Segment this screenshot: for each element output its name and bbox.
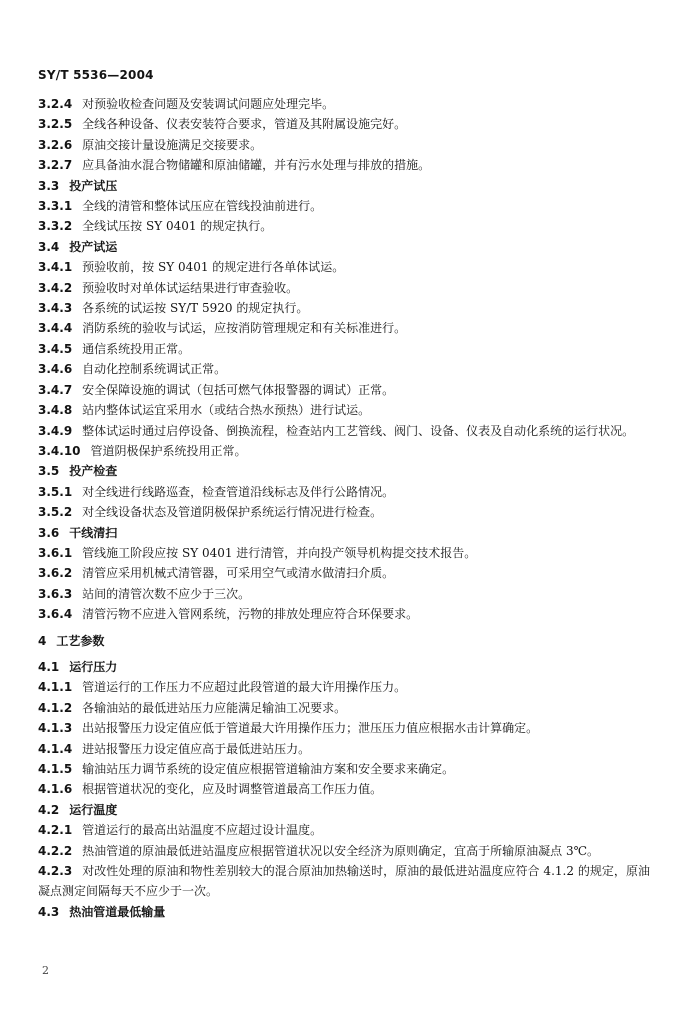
clause-number: 3.3.1 [38,199,73,214]
clause-line [38,543,650,563]
clause-text: 进站报警压力设定值应高于最低进站压力。 [82,741,311,756]
clause-text: 投产试运 [69,239,118,254]
clause-text: 热油管道的原油最低进站温度应根据管道状况以安全经济为原则确定，宜高于所输原油凝点 3℃。 [82,843,600,858]
clause-number: 3.6.4 [38,607,73,622]
clause-line [38,502,650,522]
clause-line [38,94,650,114]
clause-number: 3.4.8 [38,403,73,418]
clause-text: 原油交接计量设施满足交接要求。 [82,137,263,152]
clause-line [38,482,650,502]
clause-line [38,114,650,134]
section-heading [38,902,650,922]
section-heading [38,237,650,257]
clause-line [38,380,650,400]
clause-line [38,318,650,338]
clause-number: 3.6.1 [38,545,73,560]
clause-number: 3.2.6 [38,137,73,152]
clause-text: 管道运行的最高出站温度不应超过设计温度。 [82,823,323,838]
standard-code-header: SY/T 5536—2004 [38,68,154,82]
clause-line [38,196,650,216]
clause-number: 3.4.10 [38,443,81,458]
clause-text: 投产试压 [69,178,118,193]
clause-text: 输油站压力调节系统的设定值应根据管道输油方案和安全要求来确定。 [82,762,455,776]
clause-line [38,820,650,840]
clause-text: 预验收前，按 SY 0401 的规定进行各单体试运。 [82,260,345,275]
clause-text: 管道阴极保护系统投用正常。 [90,443,247,458]
clause-number: 4.1.2 [38,700,73,715]
clause-text: 对全线进行线路巡查，检查管道沿线标志及伴行公路情况。 [82,484,395,499]
clause-text: 管线施工阶段应按 SY 0401 进行清管，并向投产领导机构提交技术报告。 [82,545,477,560]
clause-line [38,298,650,318]
clause-text: 运行温度 [69,802,118,817]
clause-number: 4.1 [38,659,60,674]
clause-text: 投产检查 [69,464,118,479]
clause-line [38,421,650,441]
clause-number: 3.4.5 [38,341,73,356]
clause-line [38,718,650,738]
clause-text: 出站报警压力设定值应低于管道最大许用操作压力；泄压压力值应根据水击计算确定。 [82,721,539,736]
clause-text: 通信系统投用正常。 [82,341,191,356]
clause-number: 3.4.3 [38,301,73,316]
clause-text: 全线各种设备、仪表安装符合要求，管道及其附属设施完好。 [82,117,407,132]
clause-text: 清管污物不应进入管网系统，污物的排放处理应符合环保要求。 [82,607,419,622]
clause-text: 对预验收检查问题及安装调试问题应处理完毕。 [82,97,335,111]
clause-number: 3.6 [38,525,60,540]
clause-number: 3.4.7 [38,382,73,397]
clause-line [38,400,650,420]
clause-line [38,779,650,799]
document-body [38,94,650,922]
clause-line [38,441,650,461]
clause-text: 对全线设备状态及管道阴极保护系统运行情况进行检查。 [82,505,383,520]
clause-number: 3.4.9 [38,423,73,438]
clause-number: 3.5.2 [38,505,73,520]
clause-number: 4.1.3 [38,721,73,736]
clause-text: 自动化控制系统调试正常。 [82,362,227,377]
clause-text: 整体试运时通过启停设备、倒换流程，检查站内工艺管线、阀门、设备、仪表及自动化系统的运行状况。 [82,423,635,438]
clause-line [38,563,650,583]
clause-line [38,216,650,236]
clause-text: 各输油站的最低进站压力应能满足输油工况要求。 [82,700,347,715]
clause-number: 3.3.2 [38,219,73,234]
clause-line [38,135,650,155]
section-heading [38,657,650,677]
clause-line [38,759,650,779]
clause-number: 4.2.1 [38,823,73,838]
clause-number: 3.5.1 [38,484,73,499]
clause-number: 3.5 [38,464,60,479]
clause-line [38,861,650,902]
clause-line [38,155,650,175]
clause-number: 4.1.1 [38,680,73,695]
clause-text: 全线试压按 SY 0401 的规定执行。 [82,219,273,234]
clause-number: 4.1.5 [38,762,73,776]
clause-text: 各系统的试运按 SY/T 5920 的规定执行。 [82,301,309,316]
clause-number: 4.1.4 [38,741,73,756]
clause-line [38,604,650,624]
clause-text: 管道运行的工作压力不应超过此段管道的最大许用操作压力。 [82,680,407,695]
clause-number: 3.2.4 [38,97,73,111]
clause-number: 4.2.2 [38,843,73,858]
clause-text: 应具备油水混合物储罐和原油储罐，并有污水处理与排放的措施。 [82,158,431,173]
clause-number: 4.2 [38,802,60,817]
clause-line [38,339,650,359]
clause-number: 3.6.2 [38,566,73,581]
clause-number: 3.2.5 [38,117,73,132]
clause-number: 3.2.7 [38,158,73,173]
clause-line [38,257,650,277]
clause-number: 3.4.4 [38,321,73,336]
clause-text: 全线的清管和整体试压应在管线投油前进行。 [82,199,323,214]
clause-number: 4.3 [38,904,60,919]
clause-line [38,698,650,718]
clause-text: 工艺参数 [56,633,105,648]
clause-number: 3.4.2 [38,280,73,295]
clause-number: 4.1.6 [38,782,73,797]
page-number: 2 [42,964,49,977]
section-heading [38,523,650,543]
clause-text: 安全保障设施的调试（包括可燃气体报警器的调试）正常。 [82,382,395,397]
section-heading [38,176,650,196]
clause-line [38,677,650,697]
clause-number: 4 [38,633,47,648]
clause-line [38,278,650,298]
clause-number: 3.4 [38,239,60,254]
clause-number: 4.2.3 [38,864,73,879]
clause-text: 预验收时对单体试运结果进行审查验收。 [82,280,299,295]
chapter-heading [38,631,650,651]
clause-line [38,841,650,861]
clause-text: 热油管道最低输量 [69,904,166,919]
clause-line [38,359,650,379]
section-heading [38,461,650,481]
clause-text: 清管应采用机械式清管器，可采用空气或清水做清扫介质。 [82,566,395,581]
clause-text: 根据管道状况的变化，应及时调整管道最高工作压力值。 [82,782,383,797]
clause-line [38,584,650,604]
clause-text: 对改性处理的原油和物性差别较大的混合原油加热输送时，原油的最低进站温度应符合 4.1.2 的规定，原油凝点测定间隔每天不应少于一次。 [38,864,650,899]
clause-text: 消防系统的验收与试运，应按消防管理规定和有关标准进行。 [82,321,407,336]
clause-number: 3.6.3 [38,586,73,601]
clause-number: 3.4.6 [38,362,73,377]
clause-line [38,739,650,759]
clause-number: 3.3 [38,178,60,193]
clause-text: 站间的清管次数不应少于三次。 [82,586,251,601]
section-heading [38,800,650,820]
clause-number: 3.4.1 [38,260,73,275]
clause-text: 干线清扫 [69,525,118,540]
clause-text: 运行压力 [69,659,118,674]
clause-text: 站内整体试运宜采用水（或结合热水预热）进行试运。 [82,403,371,418]
